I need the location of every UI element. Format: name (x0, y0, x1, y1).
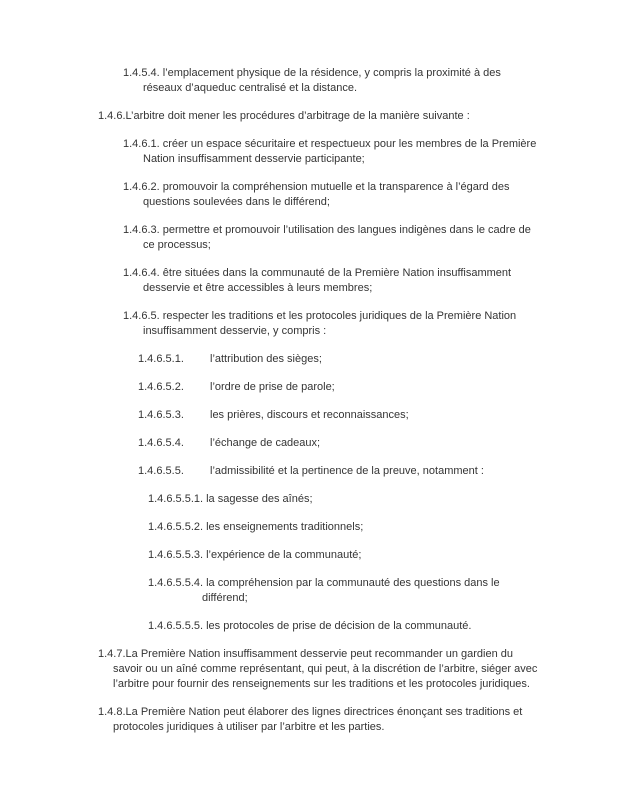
clause-text: promouvoir la compréhension mutuelle et la transparence à l’égard des questions soulevées dans le différend; (143, 181, 510, 208)
clause-number: 1.4.6.5. (123, 310, 160, 322)
clause-number: 1.4.6.5.5. (138, 465, 184, 477)
clause-text: l’attribution des sièges; (210, 353, 322, 365)
clause-1-4-6-5-5-4 (0, 576, 542, 606)
clause-text: la sagesse des aînés; (206, 493, 313, 505)
clause-text: les protocoles de prise de décision de la communauté. (206, 620, 472, 632)
clause-1-4-6-5-5-2 (0, 520, 542, 535)
clause-text: permettre et promouvoir l’utilisation des langues indigènes dans le cadre de ce processus; (143, 224, 531, 251)
clause-number: 1.4.6.5.5.3. (148, 549, 204, 561)
clause-1-4-6-5-1 (0, 352, 542, 367)
clause-text: L’arbitre doit mener les procédures d’arbitrage de la manière suivante : (125, 110, 470, 122)
clause-number: 1.4.8. (98, 706, 126, 718)
clause-number: 1.4.6.2. (123, 181, 160, 193)
clause-text: l’échange de cadeaux; (210, 437, 321, 449)
clause-number: 1.4.6.5.3. (138, 409, 184, 421)
clause-number: 1.4.6.5.2. (138, 381, 184, 393)
clause-text: respecter les traditions et les protocoles juridiques de la Première Nation insuffisamment desservie, y compris : (143, 310, 517, 337)
clause-number: 1.4.6.3. (123, 224, 160, 236)
clause-number: 1.4.6. (98, 110, 126, 122)
clause-number: 1.4.6.5.5.2. (148, 521, 204, 533)
clause-1-4-6-5-5-1 (0, 492, 542, 507)
clause-1-4-8 (0, 705, 542, 735)
clause-text: créer un espace sécuritaire et respectueux pour les membres de la Première Nation insuffisamment desservie participante; (143, 138, 537, 165)
clause-1-4-6-3 (0, 223, 542, 253)
clause-number: 1.4.6.5.1. (138, 353, 184, 365)
clause-1-4-6-5-4 (0, 436, 542, 451)
clause-1-4-6-2 (0, 180, 542, 210)
clause-1-4-6-1 (0, 137, 542, 167)
clause-number: 1.4.6.5.5.5. (148, 620, 204, 632)
clause-number: 1.4.6.5.5.4. (148, 577, 204, 589)
clause-number: 1.4.6.1. (123, 138, 160, 150)
clause-1-4-6-5-3 (0, 408, 542, 423)
clause-text: La Première Nation insuffisamment desservie peut recommander un gardien du savoir ou un aîné comme représentant, qui peut, à la discrétion de l’arbitre, siéger avec l’arbitre pour fournir des renseignements sur les traditions et les protocoles juridiques. (113, 648, 538, 690)
clause-text: La Première Nation peut élaborer des lignes directrices énonçant ses traditions et protocoles juridiques à utiliser par l’arbitre et les parties. (113, 706, 523, 733)
clause-text: les enseignements traditionnels; (206, 521, 364, 533)
clause-1-4-6-4 (0, 266, 542, 296)
clause-1-4-6-5-5-5 (0, 619, 542, 634)
clause-1-4-6 (0, 109, 542, 124)
clause-number: 1.4.5.4. (123, 67, 160, 79)
clause-text: l’expérience de la communauté; (206, 549, 362, 561)
clause-text: l’admissibilité et la pertinence de la preuve, notamment : (210, 465, 484, 477)
clause-1-4-6-5-5-3 (0, 548, 542, 563)
clause-text: être situées dans la communauté de la Première Nation insuffisamment desservie et être accessibles à leurs membres; (143, 267, 512, 294)
clause-1-4-5-4 (0, 66, 542, 96)
clause-text: l’emplacement physique de la résidence, y compris la proximité à des réseaux d’aqueduc centralisé et la distance. (143, 67, 501, 94)
clause-number: 1.4.6.5.4. (138, 437, 184, 449)
clause-1-4-6-5-2 (0, 380, 542, 395)
clause-1-4-7 (0, 647, 542, 692)
clause-number: 1.4.6.4. (123, 267, 160, 279)
clause-1-4-6-5 (0, 309, 542, 339)
clause-text: l’ordre de prise de parole; (210, 381, 335, 393)
clause-number: 1.4.7. (98, 648, 126, 660)
clause-1-4-6-5-5 (0, 464, 542, 479)
clause-text: les prières, discours et reconnaissances; (210, 409, 409, 421)
clause-number: 1.4.6.5.5.1. (148, 493, 204, 505)
clause-text: la compréhension par la communauté des questions dans le différend; (202, 577, 500, 604)
